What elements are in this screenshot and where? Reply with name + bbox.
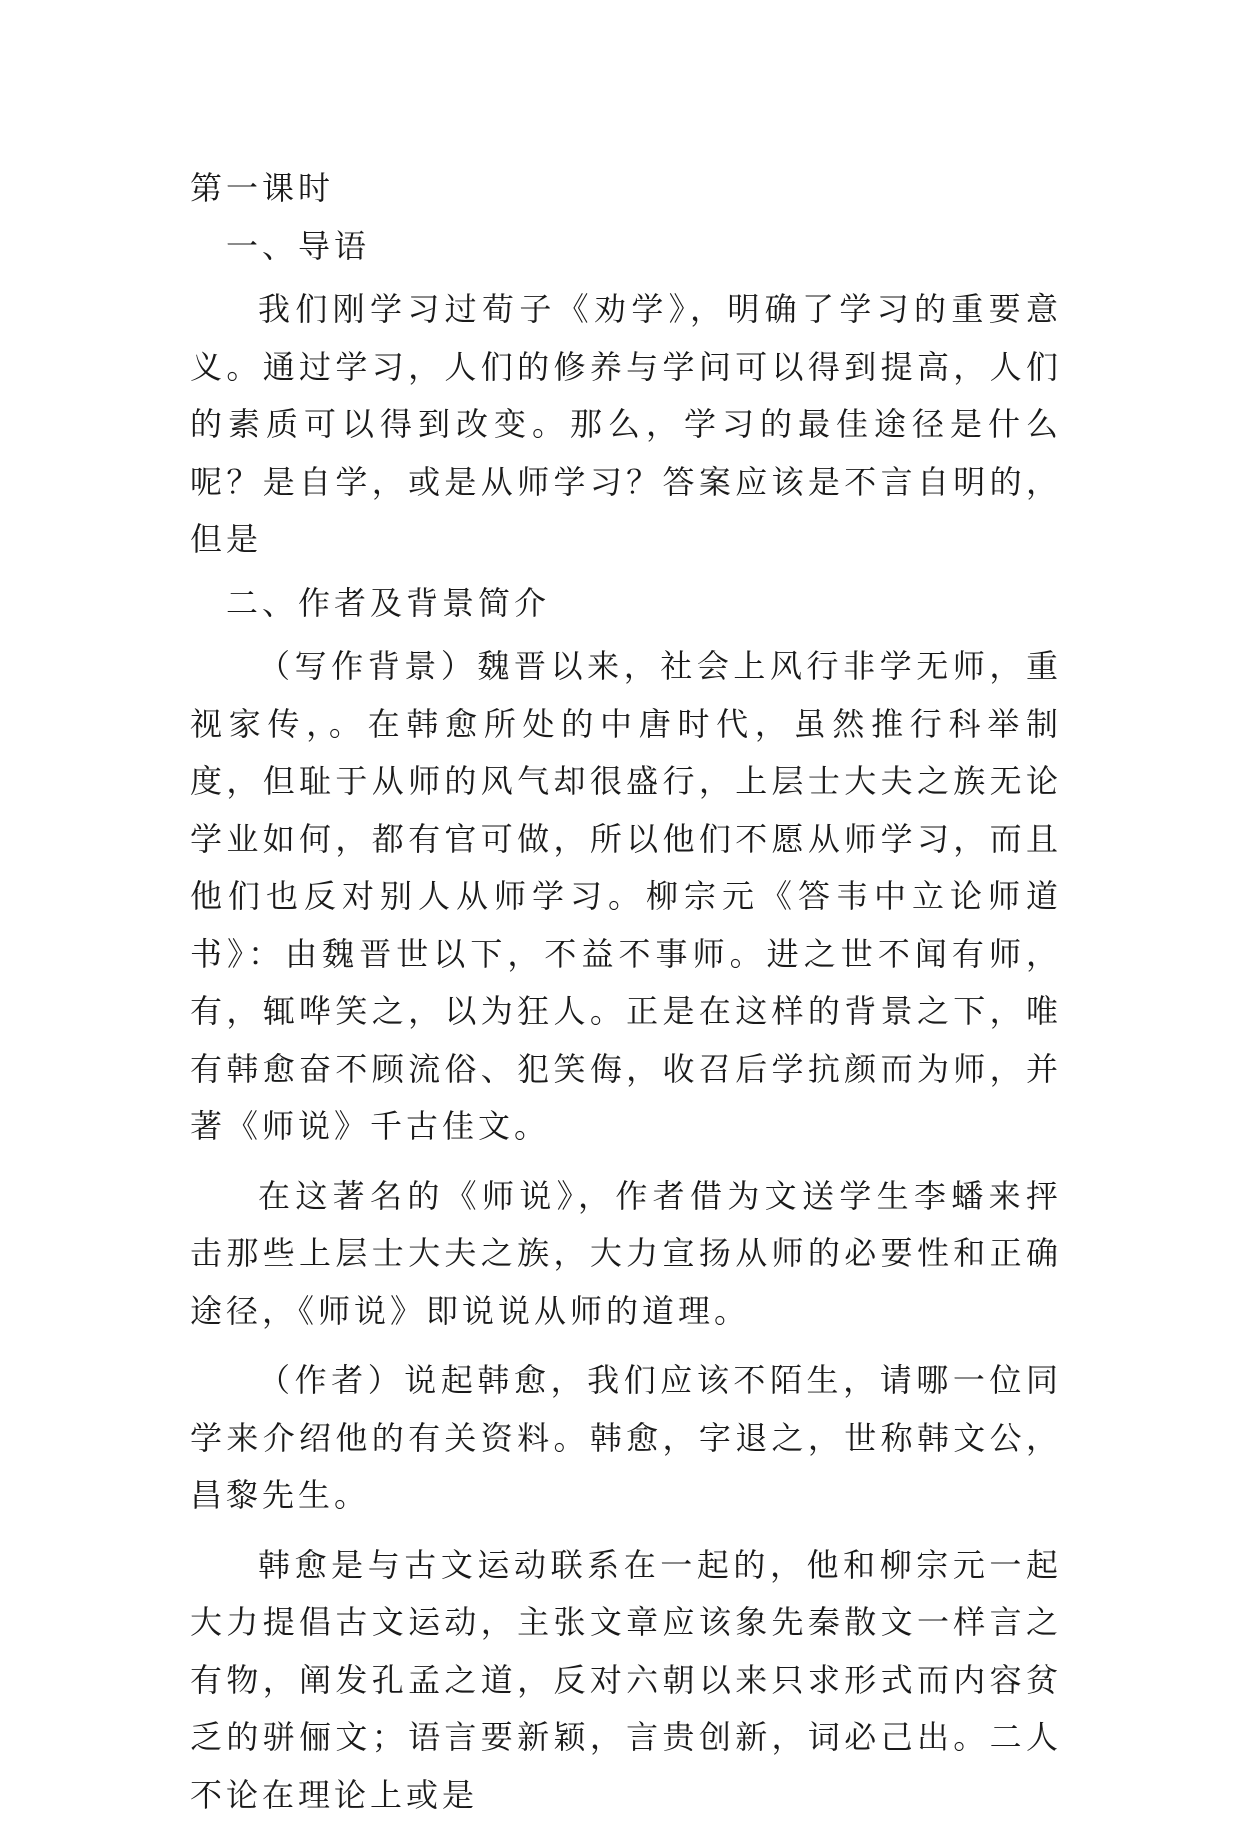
guwen-paragraph: 韩愈是与古文运动联系在一起的，他和柳宗元一起大力提倡古文运动，主张文章应该象先秦散文一样言之有物，阐发孔孟之道，反对六朝以来只求形式而内容贫乏的骈俪文；语言要新颖，言贵创新，词必己出。二人不论在理论上或是	[190, 1537, 1062, 1824]
intro-paragraph: 我们刚学习过荀子《劝学》，明确了学习的重要意义。通过学习，人们的修养与学问可以得到提高，人们的素质可以得到改变。那么，学习的最佳途径是什么呢？是自学，或是从师学习？答案应该是不言自明的，但是	[190, 281, 1062, 569]
document-body	[190, 160, 1062, 1824]
background-paragraph: （写作背景）魏晋以来，社会上风行非学无师，重视家传，。在韩愈所处的中唐时代，虽然推行科举制度，但耻于从师的风气却很盛行，上层士大夫之族无论学业如何，都有官可做，所以他们不愿从师学习，而且他们也反对别人从师学习。柳宗元《答韦中立论师道书》：由魏晋世以下，不益不事师。进之世不闻有师，有，辄哗笑之，以为狂人。正是在这样的背景之下，唯有韩愈奋不顾流俗、犯笑侮，收召后学抗颜而为师，并著《师说》千古佳文。	[190, 638, 1062, 1156]
author-paragraph: （作者）说起韩愈，我们应该不陌生，请哪一位同学来介绍他的有关资料。韩愈，字退之，世称韩文公，昌黎先生。	[190, 1352, 1062, 1525]
section-heading-author-background: 二、作者及背景简介	[190, 575, 1062, 633]
section-heading-intro: 一、导语	[190, 218, 1062, 276]
lesson-title: 第一课时	[190, 160, 1062, 218]
shishuo-paragraph: 在这著名的《师说》，作者借为文送学生李蟠来抨击那些上层士大夫之族，大力宣扬从师的必要性和正确途径，《师说》即说说从师的道理。	[190, 1168, 1062, 1341]
